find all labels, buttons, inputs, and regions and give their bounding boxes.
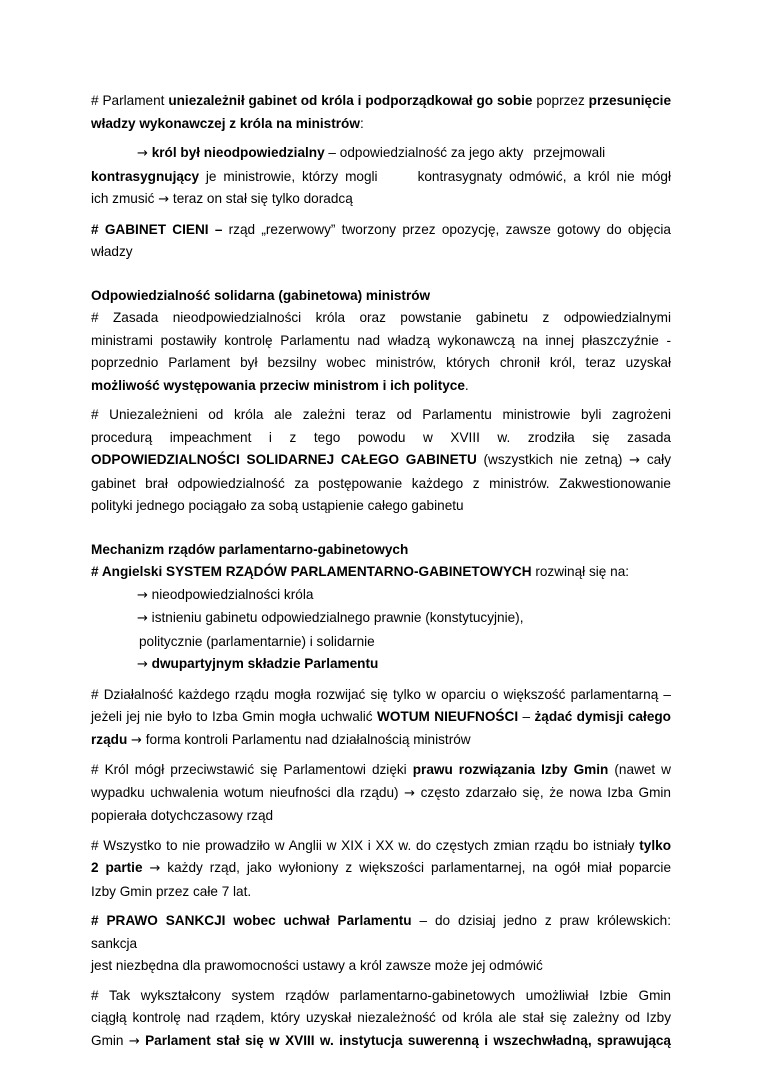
system-bases-list: [91, 584, 671, 677]
arrow-right-icon: →: [137, 611, 148, 626]
arrow-right-icon: →: [128, 1033, 140, 1049]
arrow-right-icon: →: [158, 192, 170, 207]
section-heading-mechanism: Mechanizm rządów parlamentarno-gabinetowych: [91, 541, 409, 557]
paragraph-sanction: # PRAWO SANKCJI wobec uchwał Parlamentu – do dzisiaj jedno z praw królewskich: sankcja jest niezbędna dla prawomocności ustawy a król zawsze może jej odmówić: [91, 913, 671, 973]
paragraph-vote-no-confidence: # Działalność każdego rządu mogła rozwijać się tylko w oparciu o większość parlamentarną – jeżeli jej nie było to Izba Gmin mogła uchwalić WOTUM NIEUFNOŚCI – żądać dymisji całego rządu → forma kontroli Parlamentu nad działalnością ministrów: [91, 686, 671, 748]
list-item: → dwupartyjnym składzie Parlamentu: [137, 656, 379, 672]
arrow-right-icon: →: [137, 587, 148, 603]
paragraph-english-system: # Angielski SYSTEM RZĄDÓW PARLAMENTARNO-GABINETOWYCH rozwinął się na:: [91, 564, 630, 579]
paragraph-impeachment: # Uniezależnieni od króla ale zależni teraz od Parlamentu ministrowie byli zagrożeni procedurą impeachment i z tego powodu w XVIII w. zrodziła się zasada ODPOWIEDZIALNOŚCI SOLIDARNEJ CAŁEGO GABINETU (wszystkich nie zetną) → cały gabinet brał odpowiedzialność za postępowanie każdego z ministrów. Zakwestionowanie polityki jednego pociągało za sobą ustąpienie całego gabinetu: [91, 407, 671, 513]
section-heading-solidarity: Odpowiedzialność solidarna (gabinetowa) ministrów: [91, 287, 431, 303]
paragraph-king-non-responsibility: # Zasada nieodpowiedzialności króla oraz powstanie gabinetu z odpowiedzialnymi ministrami postawiły kontrolę Parlamentu nad władzą wykonawczą na innej płaszczyźnie - poprzednio Parlament był bezsilny wobec ministrów, których chronił król, teraz uzyskał możliwość występowania przeciw ministrom i ich polityce.: [91, 310, 671, 393]
arrow-right-icon: →: [629, 453, 641, 468]
arrow-right-icon: →: [404, 785, 416, 801]
document-body: [91, 90, 671, 1060]
list-item: → nieodpowiedzialności króla: [137, 586, 314, 603]
arrow-right-icon: →: [131, 732, 142, 748]
list-item: → istnieniu gabinetu odpowiedzialnego prawnie (konstytucyjnie),: [137, 610, 524, 626]
paragraph-shadow-cabinet: # GABINET CIENI – rząd „rezerwowy” tworzony przez opozycję, zawsze gotowy do objęcia władzy: [91, 221, 671, 259]
paragraph-two-parties: # Wszystko to nie prowadziło w Anglii w XIX i XX w. do częstych zmian rządu bo istniały tylko 2 partie → każdy rząd, jako wyłoniony z większości parlamentarnej, na ogół miał poparcie Izby Gmin przez całe 7 lat.: [91, 837, 672, 899]
arrow-right-icon: →: [137, 146, 148, 161]
paragraph-king-irresponsible: → król był nieodpowiedzialny – odpowiedzialność za jego akty przejmowali kontrasygnujący je ministrowie, którzy mogli kontrasygnaty odmówić, a król nie mógł ich zmusić → teraz on stał się tylko doradcą: [91, 145, 672, 207]
arrow-right-icon: →: [149, 861, 161, 876]
paragraph-dissolution: # Król mógł przeciwstawić się Parlamentowi dzięki prawu rozwiązania Izby Gmin (nawet w wypadku uchwalenia wotum nieufności dla rządu) → często zdarzało się, że nowa Izba Gmin popierała dotychczasowy rząd: [91, 762, 672, 823]
arrow-right-icon: →: [137, 657, 148, 672]
paragraph-parliament-cabinet: # Parlament uniezależnił gabinet od króla i podporządkował go sobie poprzez przesunięcie władzy wykonawczej z króla na ministrów:: [91, 93, 672, 131]
list-item-continuation: politycznie (parlamentarnie) i solidarnie: [139, 633, 375, 649]
paragraph-sovereign-parliament: # Tak wykształcony system rządów parlamentarno-gabinetowych umożliwiał Izbie Gmin ciągłą kontrolę nad rządem, który uzyskał niezależność od króla ale stał się zależny od Izby Gmin → Parlament stał się w XVIII w. instytucja suwerenną i wszechwładną, sprawującą: [91, 987, 671, 1049]
